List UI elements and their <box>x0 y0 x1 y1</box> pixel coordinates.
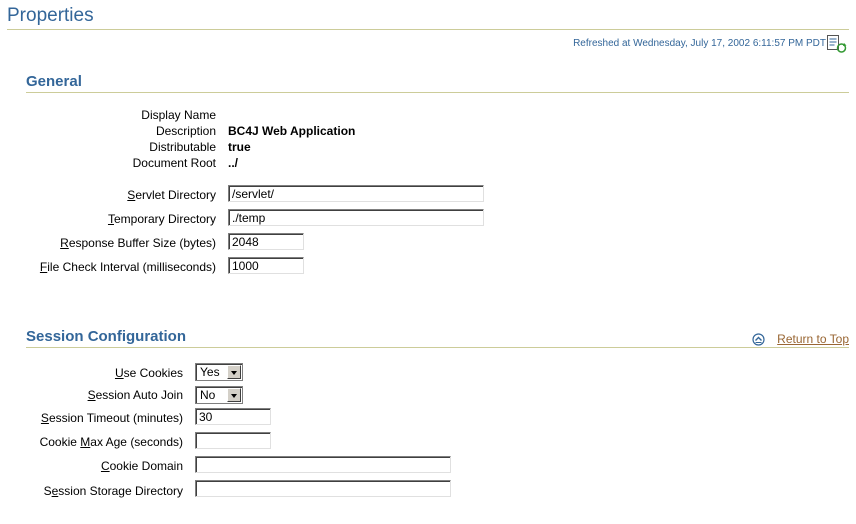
session-storage-directory-label: Session Storage Directory <box>43 484 183 498</box>
general-heading: General <box>26 73 82 90</box>
refresh-icon[interactable] <box>826 34 848 54</box>
temporary-directory-label: Temporary Directory <box>107 212 216 226</box>
session-auto-join-label: Session Auto Join <box>87 388 183 402</box>
description-label: Description <box>155 124 216 138</box>
response-buffer-label: Response Buffer Size (bytes) <box>60 236 216 250</box>
chevron-down-icon[interactable] <box>227 388 241 402</box>
use-cookies-label: Use Cookies <box>114 366 183 380</box>
session-config-heading: Session Configuration <box>26 328 187 345</box>
refresh-timestamp: Refreshed at Wednesday, July 17, 2002 6:11:57 PM PDT <box>573 38 826 49</box>
session-timeout-label: Session Timeout (minutes) <box>40 411 183 425</box>
session-storage-directory-input[interactable] <box>195 480 451 497</box>
distributable-value: true <box>228 140 251 154</box>
use-cookies-select[interactable] <box>195 363 243 381</box>
document-root-value: ../ <box>228 156 239 170</box>
file-check-interval-label: File Check Interval (milliseconds) <box>39 260 216 274</box>
session-auto-join-value: No <box>200 388 216 402</box>
title-divider <box>7 29 849 30</box>
servlet-directory-label: Servlet Directory <box>127 188 216 202</box>
servlet-directory-input[interactable] <box>228 185 484 202</box>
session-auto-join-select[interactable] <box>195 386 243 404</box>
cookie-max-age-label: Cookie Max Age (seconds) <box>39 435 183 449</box>
document-root-label: Document Root <box>132 156 216 170</box>
general-divider <box>26 92 849 93</box>
temporary-directory-input[interactable] <box>228 209 484 226</box>
chevron-down-icon[interactable] <box>227 365 241 379</box>
page-title: Properties <box>7 5 94 26</box>
cookie-domain-input[interactable] <box>195 456 451 473</box>
distributable-label: Distributable <box>149 140 216 154</box>
session-config-divider <box>26 347 849 348</box>
cookie-domain-label: Cookie Domain <box>100 459 183 473</box>
cookie-max-age-input[interactable] <box>195 432 271 449</box>
response-buffer-input[interactable] <box>228 233 304 250</box>
return-to-top-icon[interactable] <box>752 333 765 346</box>
display-name-label: Display Name <box>141 108 216 122</box>
return-to-top-link[interactable]: Return to Top <box>777 332 849 346</box>
session-timeout-input[interactable] <box>195 408 271 425</box>
file-check-interval-input[interactable] <box>228 257 304 274</box>
description-value: BC4J Web Application <box>228 124 356 138</box>
use-cookies-value: Yes <box>200 365 220 379</box>
